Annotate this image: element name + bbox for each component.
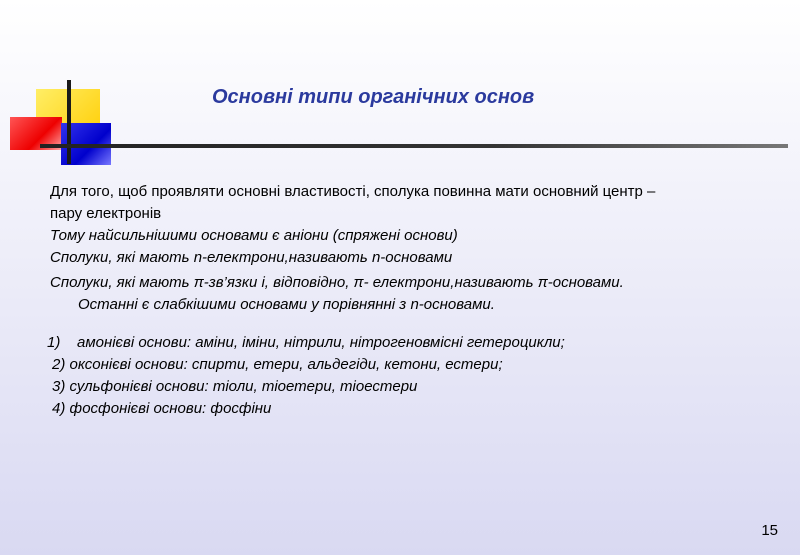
paragraph-basic-center-2: пару електронів bbox=[50, 205, 162, 222]
horizontal-rule-decoration bbox=[40, 144, 788, 148]
list-item-number: 1) bbox=[47, 334, 61, 351]
list-item: 3) сульфонієві основи: тіоли, тіоетери, тіоестери bbox=[52, 378, 418, 395]
page-number: 15 bbox=[761, 522, 778, 539]
list-item: 2) оксонієві основи: спирти, етери, альдегіди, кетони, естери; bbox=[52, 356, 503, 373]
paragraph-pi-bases-2: Останні є слабкішими основами у порівнянні з n-основами. bbox=[78, 296, 495, 313]
paragraph-pi-bases-1: Сполуки, які мають π-зв’язки і, відповідно, π- електрони,називають π-основами. bbox=[50, 274, 624, 291]
list-item: 4) фосфонієві основи: фосфіни bbox=[52, 400, 272, 417]
list-item-text: амонієві основи: аміни, іміни, нітрили, нітрогеновмісні гетероцикли; bbox=[77, 334, 565, 351]
vertical-rule-decoration bbox=[67, 80, 71, 164]
paragraph-basic-center-1: Для того, щоб проявляти основні властивості, сполука повинна мати основний центр – bbox=[50, 183, 656, 200]
paragraph-anions: Тому найсильнішими основами є аніони (спряжені основи) bbox=[50, 227, 458, 244]
slide-title: Основні типи органічних основ bbox=[212, 86, 535, 108]
list-item bbox=[47, 332, 775, 354]
slide-body bbox=[47, 181, 775, 420]
paragraph-n-bases: Сполуки, які мають n-електрони,називають n-основами bbox=[50, 249, 453, 266]
